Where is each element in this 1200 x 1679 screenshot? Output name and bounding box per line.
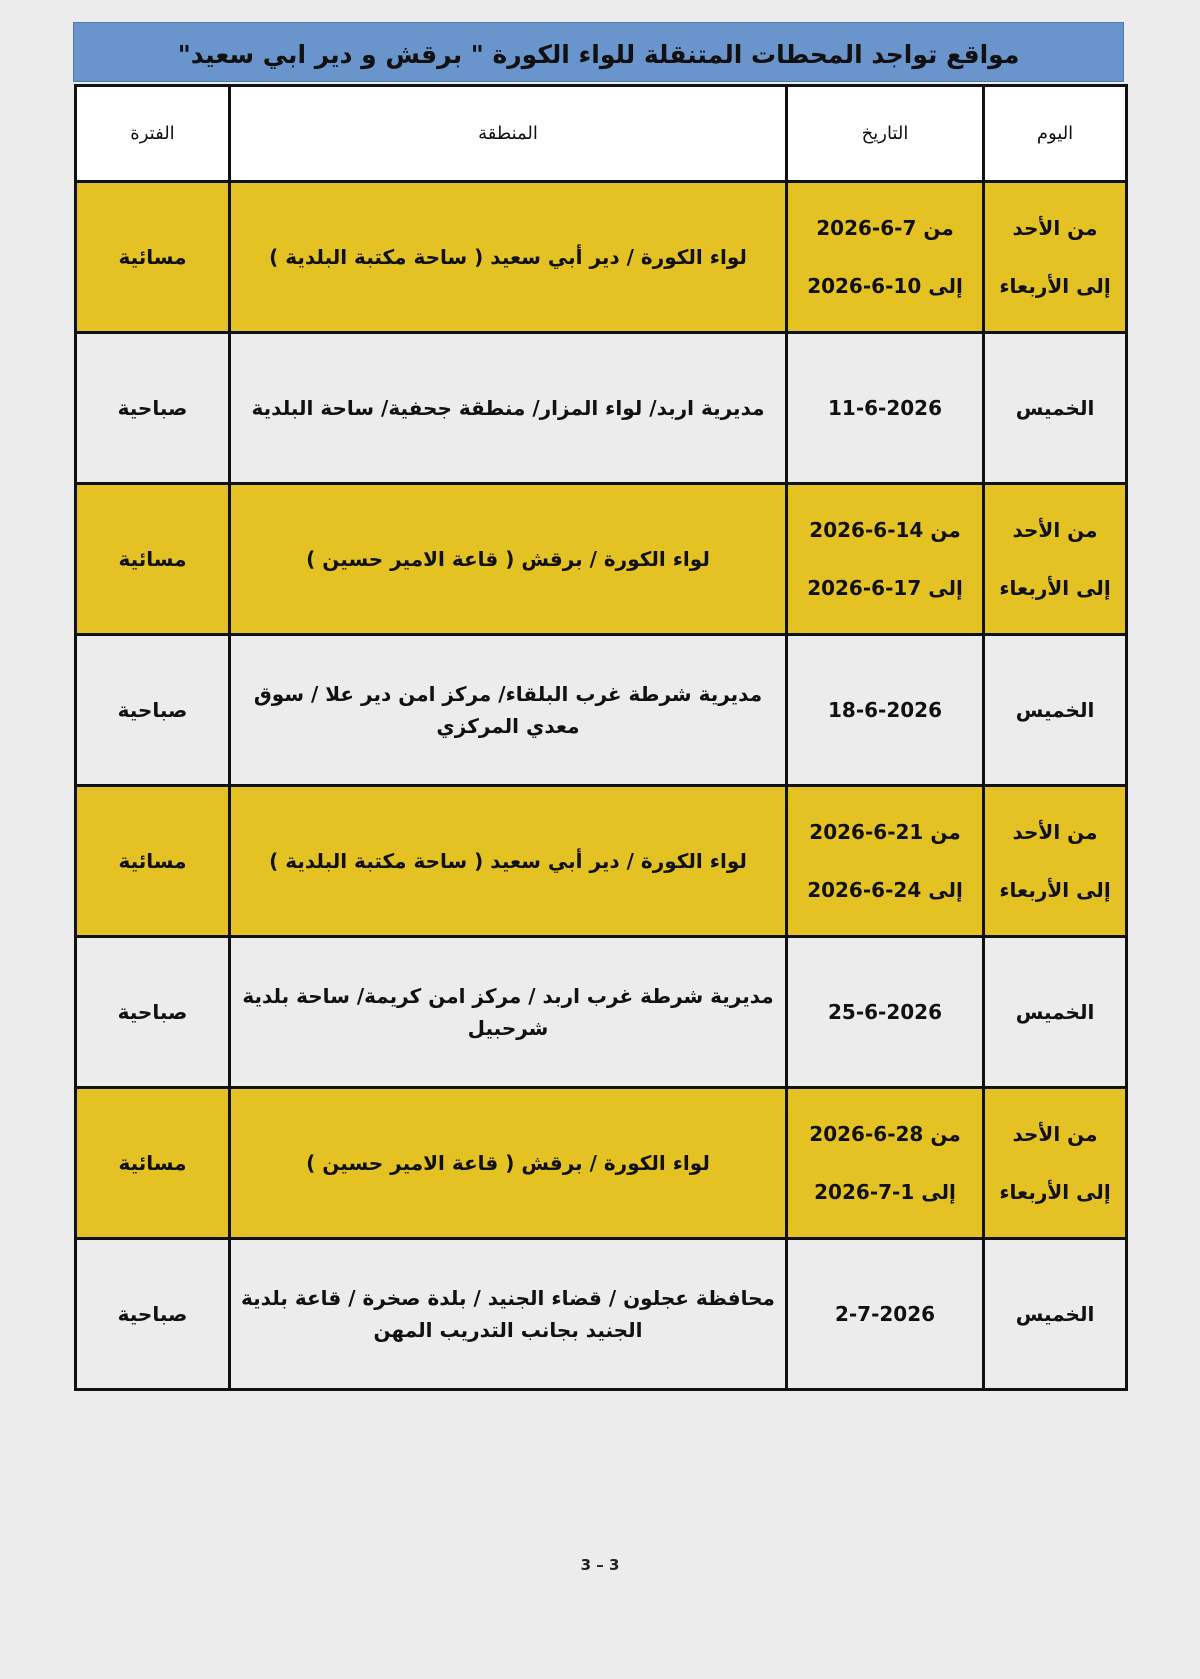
period-cell: مسائية (76, 484, 230, 635)
day-cell (984, 1239, 1127, 1390)
day-cell (984, 182, 1127, 333)
area-cell: لواء الكورة / دير أبي سعيد ( ساحة مكتبة البلدية ) (230, 182, 787, 333)
date-cell (787, 1088, 984, 1239)
period-cell: صباحية (76, 1239, 230, 1390)
header-day: اليوم (984, 86, 1127, 182)
day-line: من الأحد (1012, 216, 1098, 240)
day-line: من الأحد (1012, 1122, 1098, 1146)
period-cell: مسائية (76, 1088, 230, 1239)
table-row (76, 484, 1127, 635)
day-line: الخميس (1015, 396, 1095, 420)
date-cell (787, 182, 984, 333)
day-cell (984, 635, 1127, 786)
date-cell (787, 786, 984, 937)
table-row (76, 635, 1127, 786)
date-cell (787, 333, 984, 484)
date-line: 18-6-2026 (827, 698, 942, 722)
date-line: من 28-6-2026 (809, 1122, 961, 1146)
area-cell: لواء الكورة / برقش ( قاعة الامير حسين ) (230, 1088, 787, 1239)
area-cell: مديرية اربد/ لواء المزار/ منطقة جحفية/ ساحة البلدية (230, 333, 787, 484)
header-period: الفترة (76, 86, 230, 182)
area-cell: لواء الكورة / برقش ( قاعة الامير حسين ) (230, 484, 787, 635)
day-line: الخميس (1015, 1000, 1095, 1024)
date-line: 25-6-2026 (827, 1000, 942, 1024)
area-cell: مديرية شرطة غرب اربد / مركز امن كريمة/ ساحة بلدية شرحبيل (230, 937, 787, 1088)
table-row (76, 1088, 1127, 1239)
day-line: الخميس (1015, 698, 1095, 722)
period-cell: صباحية (76, 937, 230, 1088)
page-title: مواقع تواجد المحطات المتنقلة للواء الكورة " برقش و دير ابي سعيد" (73, 22, 1124, 82)
table-row (76, 1239, 1127, 1390)
period-cell: صباحية (76, 333, 230, 484)
table-row (76, 937, 1127, 1088)
date-line: من 7-6-2026 (816, 216, 954, 240)
day-line: الخميس (1015, 1302, 1095, 1326)
date-line: إلى 24-6-2026 (807, 878, 963, 902)
table-row (76, 333, 1127, 484)
header-date: التاريخ (787, 86, 984, 182)
day-line: إلى الأربعاء (999, 576, 1111, 600)
date-line: إلى 10-6-2026 (807, 274, 963, 298)
period-cell: مسائية (76, 786, 230, 937)
area-cell: مديرية شرطة غرب البلقاء/ مركز امن دير علا / سوق معدي المركزي (230, 635, 787, 786)
date-line: من 14-6-2026 (809, 518, 961, 542)
period-cell: مسائية (76, 182, 230, 333)
period-cell: صباحية (76, 635, 230, 786)
day-line: إلى الأربعاء (999, 1180, 1111, 1204)
day-cell (984, 1088, 1127, 1239)
header-row (76, 86, 1127, 182)
date-cell (787, 484, 984, 635)
table-row (76, 182, 1127, 333)
date-line: من 21-6-2026 (809, 820, 961, 844)
day-line: إلى الأربعاء (999, 274, 1111, 298)
date-cell (787, 1239, 984, 1390)
date-line: 2-7-2026 (834, 1302, 936, 1326)
area-cell: محافظة عجلون / قضاء الجنيد / بلدة صخرة / قاعة بلدية الجنيد بجانب التدريب المهن (230, 1239, 787, 1390)
area-cell: لواء الكورة / دير أبي سعيد ( ساحة مكتبة البلدية ) (230, 786, 787, 937)
schedule-table (74, 84, 1128, 1391)
day-line: إلى الأربعاء (999, 878, 1111, 902)
header-area: المنطقة (230, 86, 787, 182)
day-cell (984, 484, 1127, 635)
date-cell (787, 937, 984, 1088)
date-cell (787, 635, 984, 786)
day-cell (984, 333, 1127, 484)
date-line: إلى 1-7-2026 (814, 1180, 956, 1204)
day-cell (984, 937, 1127, 1088)
day-line: من الأحد (1012, 820, 1098, 844)
day-cell (984, 786, 1127, 937)
page-number: 3 – 3 (580, 1556, 620, 1574)
date-line: 11-6-2026 (827, 396, 942, 420)
date-line: إلى 17-6-2026 (807, 576, 963, 600)
day-line: من الأحد (1012, 518, 1098, 542)
table-row (76, 786, 1127, 937)
